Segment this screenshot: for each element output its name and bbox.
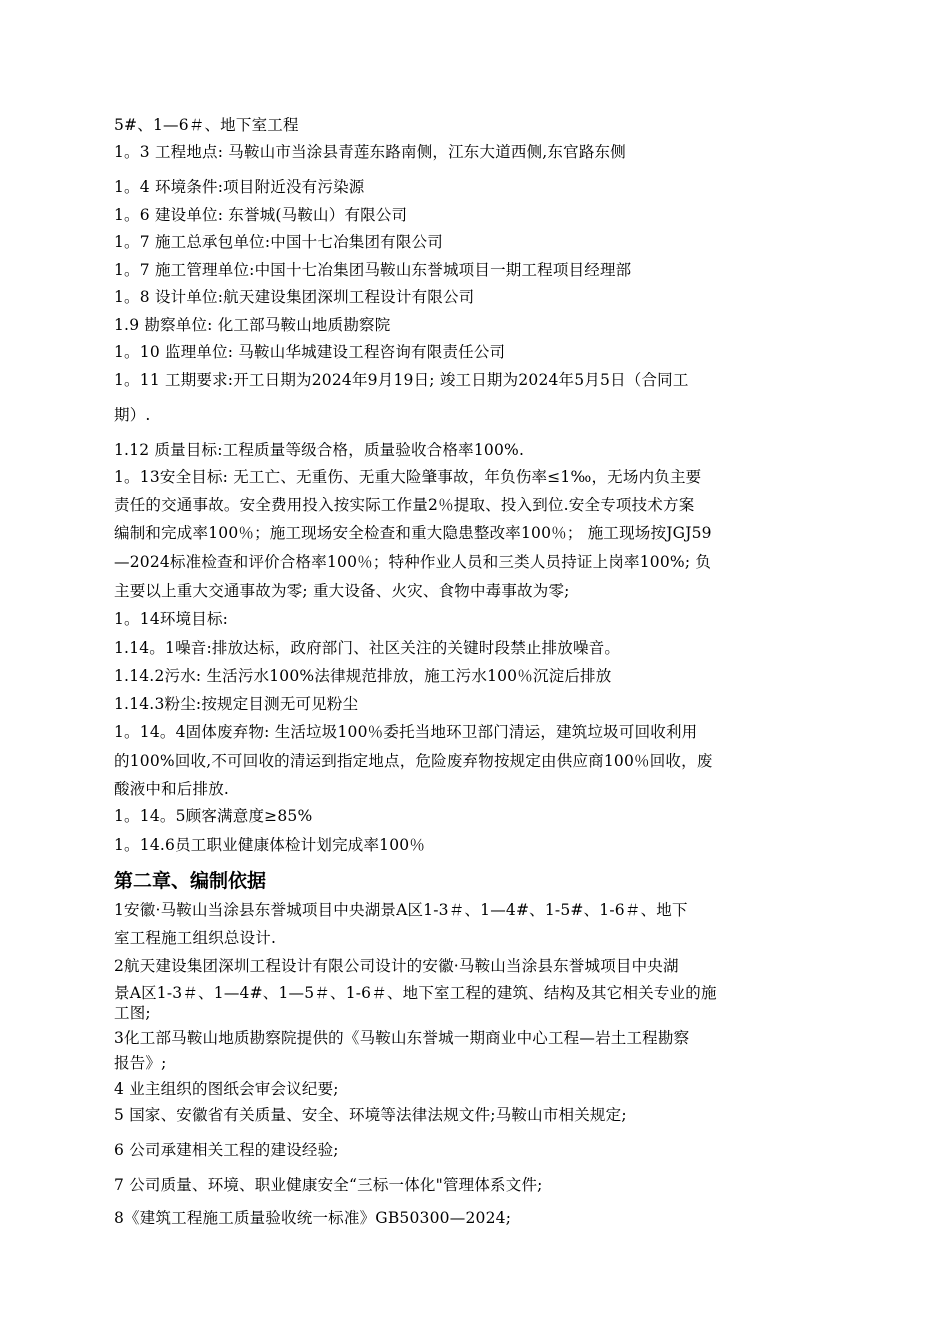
basis-line: 景A区1-3＃、1—4#、1—5＃、1-6＃、地下室工程的建筑、结构及其它相关专业的施 bbox=[114, 984, 717, 1002]
text-line: 期）. bbox=[114, 406, 151, 424]
text-line: —2024标准检查和评价合格率100％；特种作业人员和三类人员持证上岗率100%; 负 bbox=[114, 553, 712, 571]
text-line: 1。14。5顾客满意度≥85% bbox=[114, 807, 313, 825]
text-line: 1。6 建设单位: 东誉城(马鞍山）有限公司 bbox=[114, 206, 408, 224]
basis-line: 5 国家、安徽省有关质量、安全、环境等法律法规文件;马鞍山市相关规定; bbox=[114, 1106, 627, 1124]
text-line: 酸液中和后排放. bbox=[114, 780, 230, 798]
basis-line: 7 公司质量、环境、职业健康安全“三标一体化"管理体系文件; bbox=[114, 1176, 543, 1194]
text-line: 责任的交通事故。安全费用投入按实际工作量2％提取、投入到位.安全专项技术方案 bbox=[114, 496, 695, 514]
text-line: 1。4 环境条件:项目附近没有污染源 bbox=[114, 178, 365, 196]
text-line: 5#、1—6＃、地下室工程 bbox=[114, 116, 299, 134]
basis-line: 1安徽·马鞍山当涂县东誉城项目中央湖景A区1-3＃、1—4#、1-5#、1-6＃、地下 bbox=[114, 901, 688, 919]
text-line: 1。7 施工总承包单位:中国十七冶集团有限公司 bbox=[114, 233, 443, 251]
basis-line: 2航天建设集团深圳工程设计有限公司设计的安徽·马鞍山当涂县东誉城项目中央湖 bbox=[114, 957, 679, 975]
text-line: 1。7 施工管理单位:中国十七冶集团马鞍山东誉城项目一期工程项目经理部 bbox=[114, 261, 632, 279]
text-line: 1.12 质量目标:工程质量等级合格，质量验收合格率100%. bbox=[114, 441, 525, 459]
text-line: 的100%回收,不可回收的清运到指定地点，危险废弃物按规定由供应商100％回收，废 bbox=[114, 752, 713, 770]
basis-line: 室工程施工组织总设计. bbox=[114, 929, 277, 947]
text-line: 1。11 工期要求:开工日期为2024年9月19日; 竣工日期为2024年5月5日（合同工 bbox=[114, 371, 689, 389]
basis-line: 4 业主组织的图纸会审会议纪要; bbox=[114, 1080, 339, 1098]
basis-line: 报告》; bbox=[114, 1054, 167, 1072]
text-line: 1.14.3粉尘:按规定目测无可见粉尘 bbox=[114, 695, 359, 713]
text-line: 1.14。1噪音:排放达标，政府部门、社区关注的关键时段禁止排放噪音。 bbox=[114, 639, 621, 657]
text-line: 1。10 监理单位: 马鞍山华城建设工程咨询有限责任公司 bbox=[114, 343, 506, 361]
basis-line: 3化工部马鞍山地质勘察院提供的《马鞍山东誉城一期商业中心工程—岩土工程勘察 bbox=[114, 1029, 690, 1047]
chapter-title: 第二章、编制依据 bbox=[114, 870, 267, 892]
text-line: 1.14.2污水: 生活污水100%法律规范排放，施工污水100％沉淀后排放 bbox=[114, 667, 612, 685]
text-line: 1。14环境目标: bbox=[114, 610, 229, 628]
text-line: 1。14.6员工职业健康体检计划完成率100％ bbox=[114, 836, 426, 854]
text-line: 1。13安全目标: 无工亡、无重伤、无重大险肇事故，年负伤率≤1‰，无场内负主要 bbox=[114, 468, 702, 486]
text-line: 1。8 设计单位:航天建设集团深圳工程设计有限公司 bbox=[114, 288, 475, 306]
text-line: 1。3 工程地点: 马鞍山市当涂县青莲东路南侧，江东大道西侧,东官路东侧 bbox=[114, 143, 626, 161]
basis-line: 8《建筑工程施工质量验收统一标准》GB50300—2024; bbox=[114, 1209, 512, 1227]
basis-line: 工图; bbox=[114, 1004, 151, 1022]
basis-line: 6 公司承建相关工程的建设经验; bbox=[114, 1141, 339, 1159]
text-line: 1.9 勘察单位: 化工部马鞍山地质勘察院 bbox=[114, 316, 391, 334]
text-line: 主要以上重大交通事故为零; 重大设备、火灾、食物中毒事故为零; bbox=[114, 582, 570, 600]
text-line: 编制和完成率100％；施工现场安全检查和重大隐患整改率100％； 施工现场按JGJ59 bbox=[114, 524, 712, 542]
text-line: 1。14。4固体废弃物: 生活垃圾100％委托当地环卫部门清运，建筑垃圾可回收利用 bbox=[114, 723, 698, 741]
